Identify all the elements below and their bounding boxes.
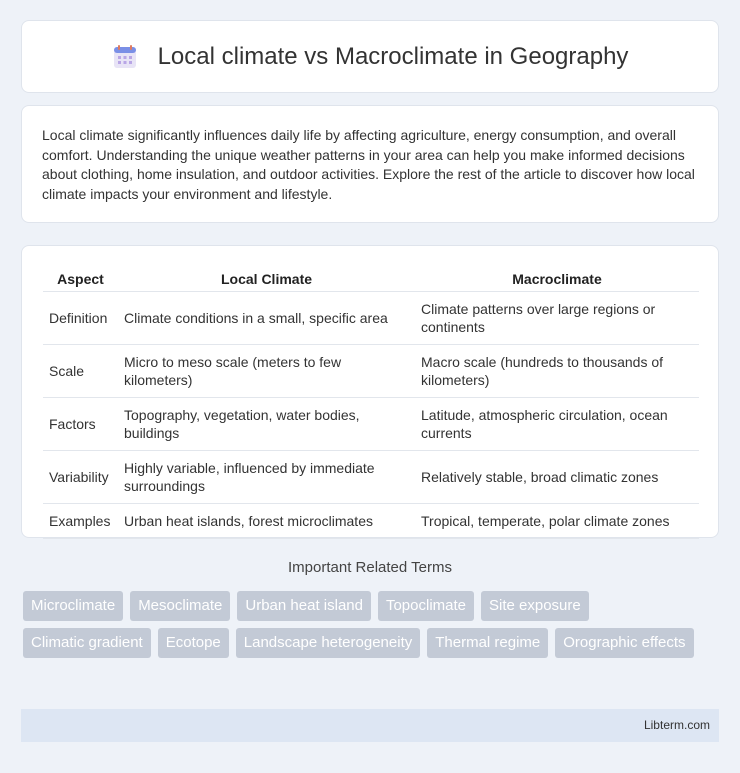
table-cell-macro: Latitude, atmospheric circulation, ocean currents (421, 406, 668, 441)
table-cell-local: Topography, vegetation, water bodies, buildings (124, 406, 360, 441)
table-cell-macro: Climate patterns over large regions or continents (421, 300, 656, 335)
related-term-tag[interactable]: Mesoclimate (130, 591, 230, 621)
page-title: Local climate vs Macroclimate in Geography (157, 42, 629, 70)
table-cell-local: Micro to meso scale (meters to few kilometers) (124, 353, 342, 388)
table-cell-aspect: Factors (49, 415, 96, 432)
table-row (43, 503, 699, 538)
related-terms-list (23, 591, 723, 658)
table-row (43, 344, 699, 397)
table-cell-aspect: Examples (49, 512, 111, 529)
related-term-tag[interactable]: Microclimate (23, 591, 123, 621)
footer (21, 709, 719, 742)
intro-card (21, 105, 719, 223)
related-term-tag[interactable]: Topoclimate (378, 591, 474, 621)
intro-text: Local climate significantly influences daily life by affecting agriculture, energy consumption, and overall comfort. Understanding the unique weather patterns in your area can help you make informed decisions about clothing, home insulation, and outdoor activities. Explore the rest of the article to discover how local climate impacts your environment and lifestyle. (42, 127, 695, 202)
comparison-table-card (21, 245, 719, 538)
column-header-aspect: Aspect (43, 266, 118, 291)
related-term-tag[interactable]: Ecotope (158, 628, 229, 658)
column-header-macroclimate: Macroclimate (415, 266, 699, 291)
table-cell-local: Urban heat islands, forest microclimates (124, 512, 373, 529)
column-header-local-climate: Local Climate (118, 266, 415, 291)
table-cell-local: Climate conditions in a small, specific area (124, 309, 388, 326)
table-cell-aspect: Variability (49, 468, 109, 485)
table-cell-macro: Macro scale (hundreds to thousands of kilometers) (421, 353, 664, 388)
table-cell-aspect: Scale (49, 362, 85, 379)
footer-brand-link[interactable]: Libterm.com (643, 718, 710, 732)
title-wrap (112, 43, 629, 71)
table-row (43, 450, 699, 503)
related-term-tag[interactable]: Site exposure (481, 591, 589, 621)
related-term-tag[interactable]: Climatic gradient (23, 628, 151, 658)
table-cell-aspect: Definition (49, 309, 108, 326)
related-term-tag[interactable]: Landscape heterogeneity (236, 628, 420, 658)
table-cell-macro: Tropical, temperate, polar climate zones (421, 512, 670, 529)
related-term-tag[interactable]: Urban heat island (237, 591, 371, 621)
table-cell-macro: Relatively stable, broad climatic zones (421, 468, 659, 485)
table-row (43, 397, 699, 450)
table-cell-local: Highly variable, influenced by immediate surroundings (124, 459, 375, 494)
header-card (21, 20, 719, 93)
related-terms-title: Important Related Terms (288, 559, 452, 576)
related-term-tag[interactable]: Thermal regime (427, 628, 548, 658)
related-term-tag[interactable]: Orographic effects (555, 628, 693, 658)
comparison-table (43, 266, 699, 539)
table-row (43, 291, 699, 344)
table-header-row (43, 266, 699, 291)
calendar-icon (112, 44, 138, 70)
